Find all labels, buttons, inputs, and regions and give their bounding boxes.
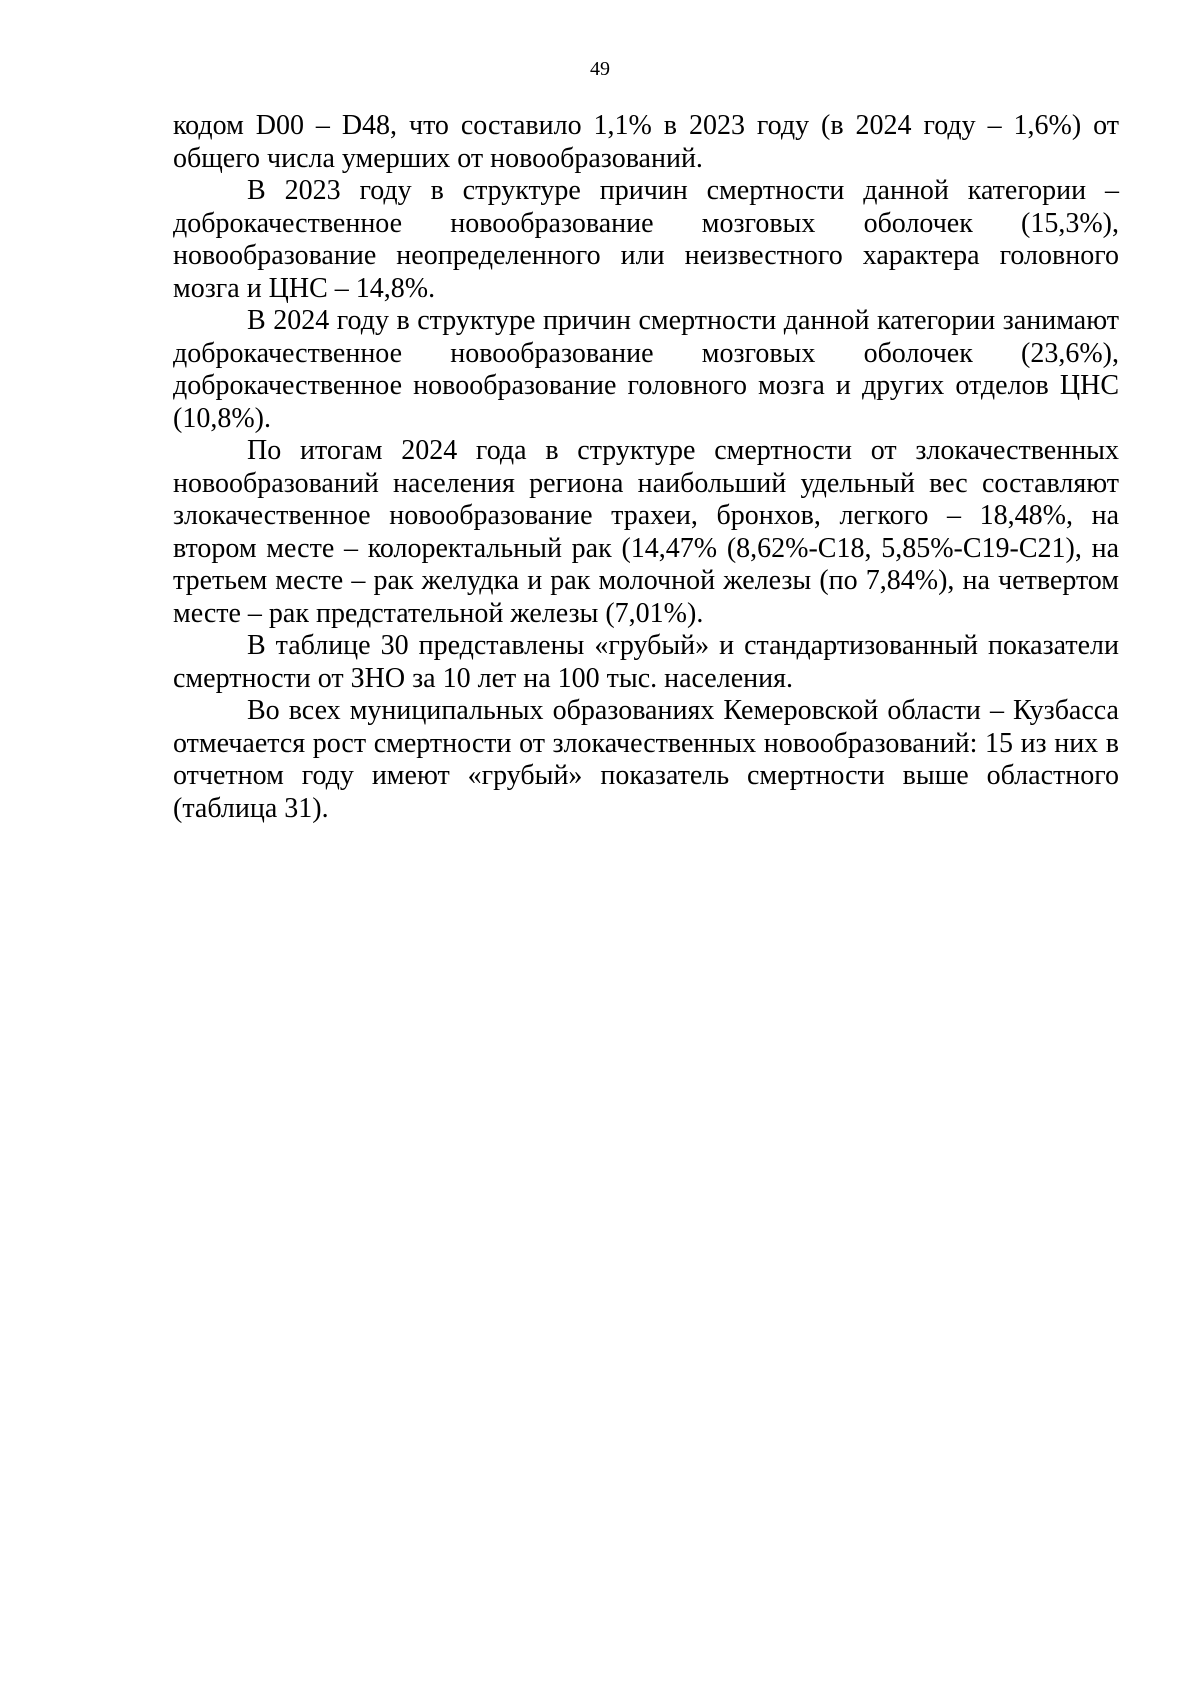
paragraph-2024-structure: В 2024 году в структуре причин смертности данной категории занимают доброкачественное новообразование мозговых оболочек (23,6%), доброкачественное новообразование головного мозга и других отделов ЦНС (10,8%). [173, 305, 1119, 434]
paragraph-malignant-mortality: По итогам 2024 года в структуре смертности от злокачественных новообразований населения региона наибольший удельный вес составляют злокачественное новообразование трахеи, бронхов, легкого – 18,48%, на втором месте – колоректальный рак (14,47% (8,62%-С18, 5,85%-С19-С21), на третьем месте – рак желудка и рак молочной железы (по 7,84%), на четвертом месте – рак предстательной железы (7,01%). [173, 435, 1119, 629]
paragraph-2023-structure: В 2023 году в структуре причин смертности данной категории – доброкачественное новообразование мозговых оболочек (15,3%), новообразование неопределенного или неизвестного характера головного мозга и ЦНС – 14,8%. [173, 175, 1119, 304]
body-text [173, 110, 1119, 825]
page-number: 49 [590, 58, 610, 80]
paragraph-continuation: кодом D00 – D48, что составило 1,1% в 2023 году (в 2024 году – 1,6%) от общего числа умерших от новообразований. [173, 110, 1119, 174]
paragraph-municipal-growth: Во всех муниципальных образованиях Кемеровской области – Кузбасса отмечается рост смертности от злокачественных новообразований: 15 из них в отчетном году имеют «грубый» показатель смертности выше областного (таблица 31). [173, 695, 1119, 824]
paragraph-table-30-reference: В таблице 30 представлены «грубый» и стандартизованный показатели смертности от ЗНО за 10 лет на 100 тыс. населения. [173, 630, 1119, 694]
